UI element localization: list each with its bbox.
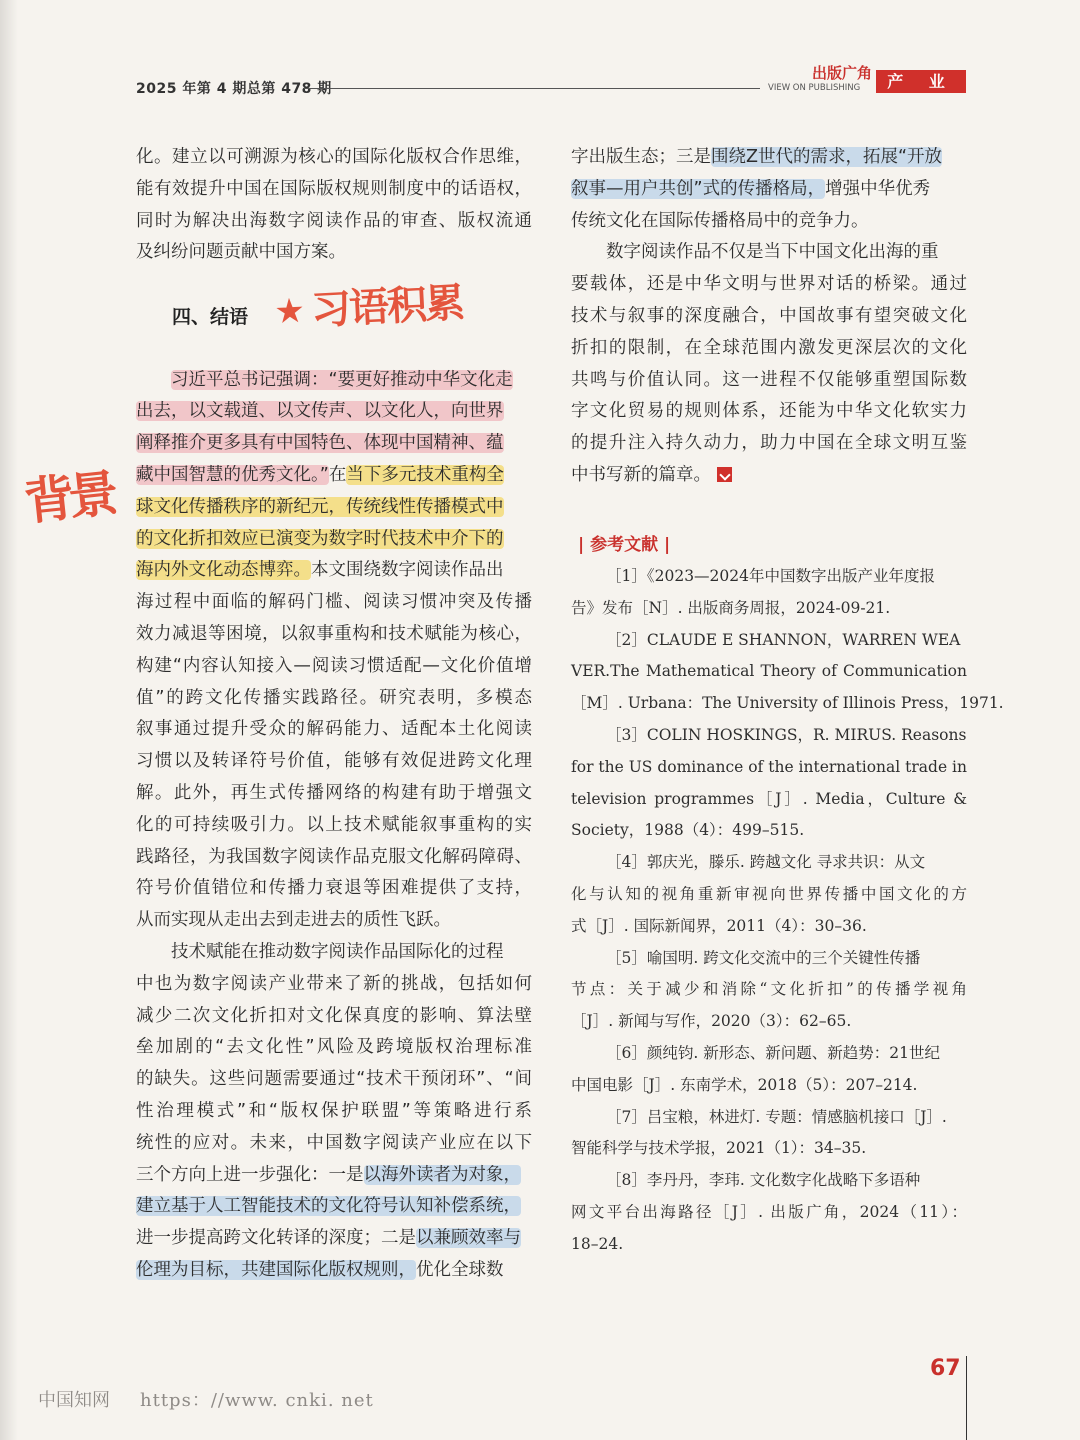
text-line <box>136 555 532 587</box>
reference-line: ［6］颜纯钧. 新形态、新问题、新趋势：21世纪 <box>606 1043 940 1062</box>
reference-line: ［3］COLIN HOSKINGS，R. MIRUS. Reasons <box>606 725 967 744</box>
reference-line: ［4］郭庆光，滕乐. 跨越文化 寻求共识：从文 <box>606 853 926 872</box>
text-line: 中也为数字阅读产业带来了新的挑战，包括如何 <box>136 973 532 994</box>
right-column <box>571 142 967 492</box>
reference-line: 网文平台出海路径［J］. 出版广角，2024（11）： <box>571 1202 967 1221</box>
highlight-blue: 建立基于人工智能技术的文化符号认知补偿系统， <box>136 1196 521 1217</box>
highlight-blue: 伦理为目标，共建国际化版权规则， <box>136 1259 416 1280</box>
text-line: 化。建立以可溯源为核心的国际化版权合作思维， <box>136 147 532 167</box>
text-run: 进一步提高跨文化转译的深度；二是 <box>136 1228 416 1249</box>
watermark-url: https：//www. cnki. net <box>140 1390 374 1411</box>
text-line: 统性的应对。未来，中国数字阅读产业应在以下 <box>136 1132 532 1153</box>
reference-line: 化与认知的视角重新审视向世界传播中国文化的方 <box>571 884 967 903</box>
text-line <box>136 1191 532 1223</box>
text-line: 垒加剧的“去文化性”风险及跨境版权治理标准 <box>136 1037 532 1058</box>
text-run: 优化全球数 <box>416 1259 504 1280</box>
cnki-watermark <box>38 1386 374 1412</box>
text-line: 同时为解决出海数字阅读作品的审查、版权流通 <box>136 210 532 231</box>
highlight-yellow: 球文化传播秩序的新纪元，传统线性传播模式中 <box>136 496 504 517</box>
highlight-blue: 叙事—用户共创”式的传播格局， <box>571 178 826 199</box>
text-run: 本文围绕数字阅读作品出 <box>311 560 504 581</box>
text-run: 中书写新的篇章。 <box>571 464 711 485</box>
text-line <box>571 460 967 492</box>
reference-line: ［1］《2023—2024年中国数字出版产业年度报 <box>606 567 936 585</box>
text-line <box>136 428 532 460</box>
text-line: 能有效提升中国在国际版权规则制度中的话语权， <box>136 178 532 199</box>
text-line <box>136 1255 532 1287</box>
reference-line: VER.The Mathematical Theory of Communication <box>571 662 967 681</box>
reference-line: ［5］喻国明. 跨文化交流中的三个关键性传播 <box>606 948 921 967</box>
article-end-icon <box>717 467 732 482</box>
text-line: 及纠纷问题贡献中国方案。 <box>136 242 346 263</box>
text-line: 构建“内容认知接入—阅读习惯适配—文化价值增 <box>136 655 532 676</box>
text-line: 折扣的限制，在全球范围内激发更深层次的文化 <box>571 337 967 358</box>
header-rule <box>304 88 760 89</box>
text-line: 的缺失。这些问题需要通过“技术干预闭环”、“间 <box>136 1069 532 1090</box>
highlight-blue: 以海外读者为对象， <box>363 1164 521 1185</box>
page-number: 67 <box>930 1356 961 1381</box>
text-line: 技术与叙事的深度融合，中国故事有望突破文化 <box>571 305 967 326</box>
text-line: 共鸣与价值认同。这一进程不仅能够重塑国际数 <box>571 369 967 390</box>
text-line: 数字阅读作品不仅是当下中国文化出海的重 <box>606 242 939 263</box>
text-run: 增强中华优秀 <box>825 178 931 199</box>
highlight-red: 藏中国智慧的优秀文化。” <box>136 464 329 485</box>
text-run: 在 <box>328 464 347 485</box>
text-line <box>136 460 532 492</box>
references-list <box>571 561 1004 1261</box>
text-line <box>136 1160 532 1192</box>
text-line: 海过程中面临的解码门槛、阅读习惯冲突及传播 <box>136 592 532 613</box>
reference-line: 节点：关于减少和消除“文化折扣”的传播学视角 <box>571 980 967 999</box>
journal-brand <box>768 64 872 94</box>
watermark-cn: 中国知网 <box>38 1390 110 1411</box>
text-line: 习惯以及转译符号价值，能够有效促进跨文化理 <box>136 751 532 772</box>
brand-name-cn: 出版广角 <box>811 64 872 82</box>
text-run: 三个方向上进一步强化：一是 <box>136 1164 364 1185</box>
text-line: 解。此外，再生式传播网络的构建有助于增强文 <box>136 782 532 803</box>
section-heading: 四、结语 <box>172 306 249 328</box>
reference-line: Society，1988（4）：499–515. <box>571 821 805 840</box>
text-run: 字出版生态；三是 <box>571 147 711 167</box>
reference-line: for the US dominance of the international trade in <box>571 757 967 776</box>
reference-line: ［2］CLAUDE E SHANNON，WARREN WEA <box>606 630 961 649</box>
text-line: 值”的跨文化传播实践路径。研究表明，多模态 <box>136 687 532 708</box>
text-line: 传统文化在国际传播格局中的竞争力。 <box>571 210 869 231</box>
text-line <box>136 396 532 428</box>
text-line: 从而实现从走出去到走进去的质性飞跃。 <box>136 910 451 931</box>
brand-name-en: VIEW ON PUBLISHING <box>768 83 861 93</box>
highlight-blue: 以兼顾效率与 <box>416 1228 521 1249</box>
section-tag: 产 业 <box>876 70 966 93</box>
text-line <box>136 365 532 397</box>
highlight-blue: 围绕Z世代的需求，拓展“开放 <box>711 147 943 167</box>
handwritten-annotation-left: 背景 <box>21 463 116 532</box>
text-line: 字文化贸易的规则体系，还能为中华文化软实力 <box>571 401 967 422</box>
page-number-rule <box>966 1356 967 1440</box>
reference-line: ［7］吕宝粮，林进灯. 专题：情感脑机接口［J］. <box>606 1107 947 1126</box>
text-line <box>136 492 532 524</box>
reference-line: 中国电影［J］. 东南学术，2018（5）：207–214. <box>571 1075 918 1094</box>
references-title: | 参考文献 | <box>578 535 671 555</box>
reference-line: ［M］. Urbana：The University of Illinois Press，1971. <box>571 694 1004 713</box>
text-line <box>571 174 967 206</box>
reference-line: television programmes［J］. Media，Culture & <box>571 789 967 808</box>
reference-line: 智能科学与技术学报，2021（1）：34–35. <box>571 1139 867 1158</box>
highlight-yellow: 的文化折扣效应已演变为数字时代技术中介下的 <box>136 528 504 549</box>
highlight-yellow: 海内外文化动态博弈。 <box>136 560 311 581</box>
text-line: 性治理模式”和“版权保护联盟”等策略进行系 <box>136 1100 532 1121</box>
text-line: 化的可持续吸引力。以上技术赋能叙事重构的实 <box>136 814 532 835</box>
page-binding-shadow <box>0 0 18 1440</box>
text-line <box>571 142 967 174</box>
reference-line: 告》发布［N］. 出版商务周报，2024-09-21. <box>571 598 891 617</box>
highlight-red: 阐释推介更多具有中国特色、体现中国精神、蕴 <box>136 433 504 454</box>
text-line <box>136 1223 532 1255</box>
text-line: 叙事通过提升受众的解码能力、适配本土化阅读 <box>136 719 532 740</box>
reference-line: ［J］. 新闻与写作，2020（3）：62–65. <box>571 1012 852 1031</box>
text-line: 效力减退等困境，以叙事重构和技术赋能为核心， <box>136 623 532 644</box>
text-line: 符号价值错位和传播力衰退等困难提供了支持， <box>136 878 532 899</box>
text-line <box>136 524 532 556</box>
handwritten-annotation-top <box>275 271 465 338</box>
issue-label: 2025 年第 4 期总第 478 期 <box>136 81 332 97</box>
reference-line: 18–24. <box>571 1234 624 1253</box>
reference-line: ［8］李丹丹，李玮. 文化数字化战略下多语种 <box>606 1171 921 1190</box>
text-line: 要载体，还是中华文明与世界对话的桥梁。通过 <box>571 274 967 295</box>
star-icon: ★ <box>275 293 303 330</box>
highlight-red: 出去，以文载道、以文传声、以文化人，向世界 <box>136 401 504 422</box>
highlight-red: 习近平总书记强调：“要更好推动中华文化走 <box>171 369 513 390</box>
text-line: 践路径，为我国数字阅读作品克服文化解码障碍、 <box>136 846 532 867</box>
reference-line: 式［J］. 国际新闻界，2011（4）：30–36. <box>571 916 867 935</box>
text-line: 的提升注入持久动力，助力中国在全球文明互鉴 <box>571 433 967 454</box>
text-line: 技术赋能在推动数字阅读作品国际化的过程 <box>171 941 504 962</box>
text-line: 减少二次文化折扣对文化保真度的影响、算法壁 <box>136 1005 532 1026</box>
highlight-yellow: 当下多元技术重构全 <box>346 464 504 485</box>
annotation-text: 习语积累 <box>309 279 465 335</box>
